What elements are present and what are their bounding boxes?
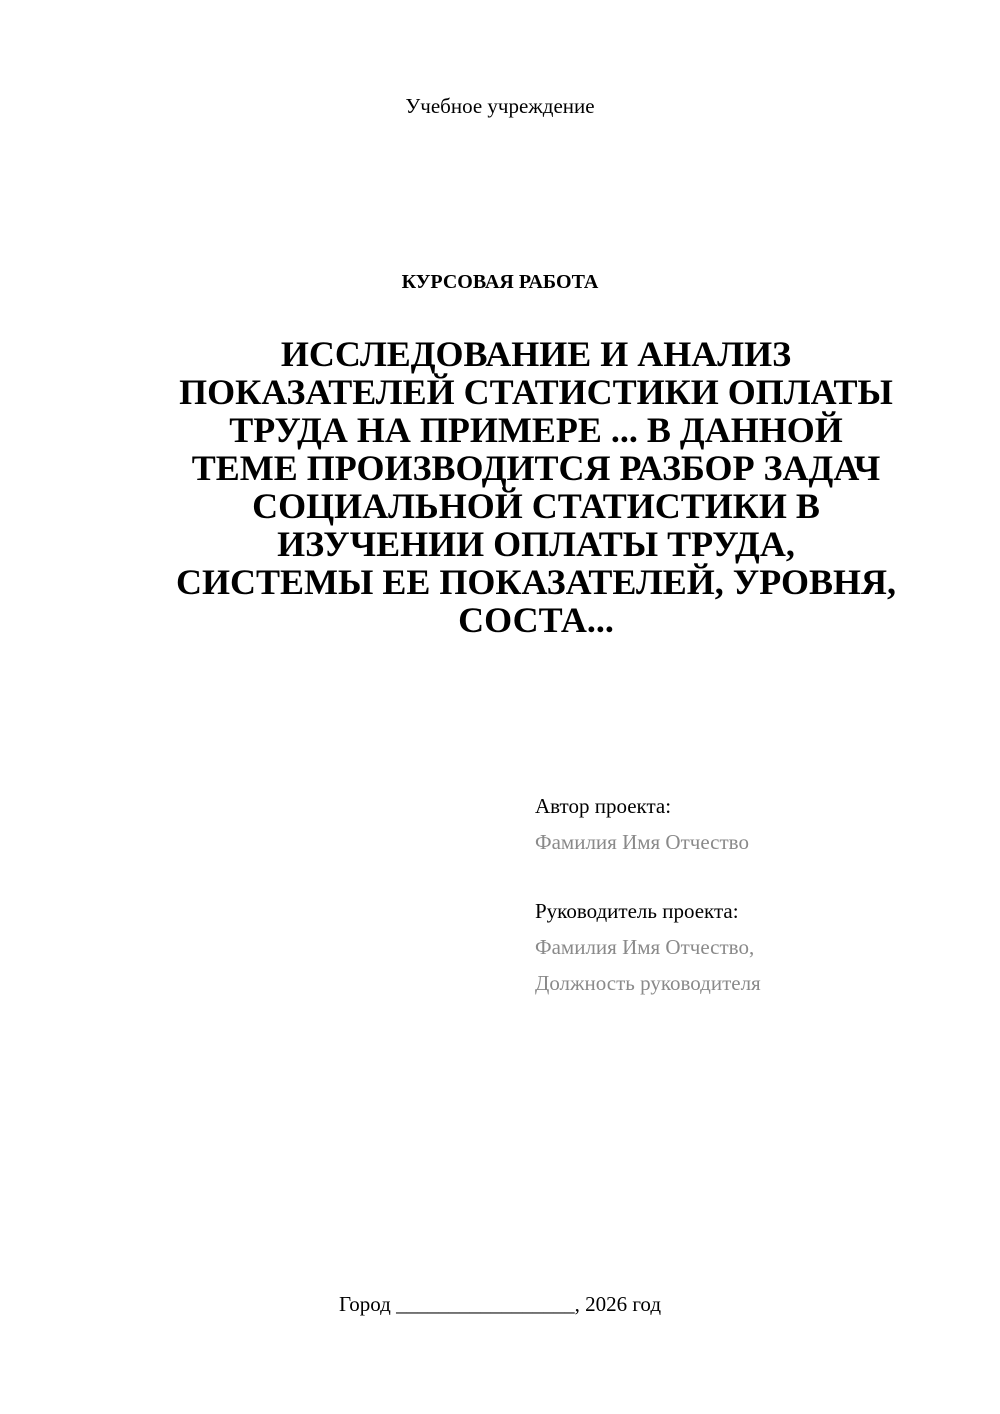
title-line: СОЦИАЛЬНОЙ СТАТИСТИКИ В bbox=[252, 486, 820, 526]
supervisor-position-placeholder: Должность руководителя bbox=[535, 971, 761, 995]
title-line: ИССЛЕДОВАНИЕ И АНАЛИЗ bbox=[280, 334, 792, 374]
author-block bbox=[535, 788, 955, 860]
document-title bbox=[150, 335, 922, 639]
title-line: ТРУДА НА ПРИМЕРЕ ... В ДАННОЙ bbox=[229, 410, 843, 450]
title-line: СИСТЕМЫ ЕЕ ПОКАЗАТЕЛЕЙ, УРОВНЯ, bbox=[175, 562, 897, 602]
title-line: ПОКАЗАТЕЛЕЙ СТАТИСТИКИ ОПЛАТЫ bbox=[179, 372, 893, 412]
document-type: КУРСОВАЯ РАБОТА bbox=[401, 271, 599, 293]
supervisor-label: Руководитель проекта: bbox=[535, 899, 739, 923]
title-line: ИЗУЧЕНИИ ОПЛАТЫ ТРУДА, bbox=[277, 524, 795, 564]
title-line: ТЕМЕ ПРОИЗВОДИТСЯ РАЗБОР ЗАДАЧ bbox=[191, 448, 881, 488]
author-label: Автор проекта: bbox=[535, 794, 672, 818]
supervisor-name-placeholder: Фамилия Имя Отчество, bbox=[535, 935, 755, 959]
author-name-placeholder: Фамилия Имя Отчество bbox=[535, 830, 749, 854]
supervisor-block bbox=[535, 893, 955, 1001]
institution-name: Учебное учреждение bbox=[405, 94, 595, 118]
title-line: СОСТА... bbox=[458, 600, 614, 640]
city-year-line: Город _________________, 2026 год bbox=[338, 1292, 662, 1316]
